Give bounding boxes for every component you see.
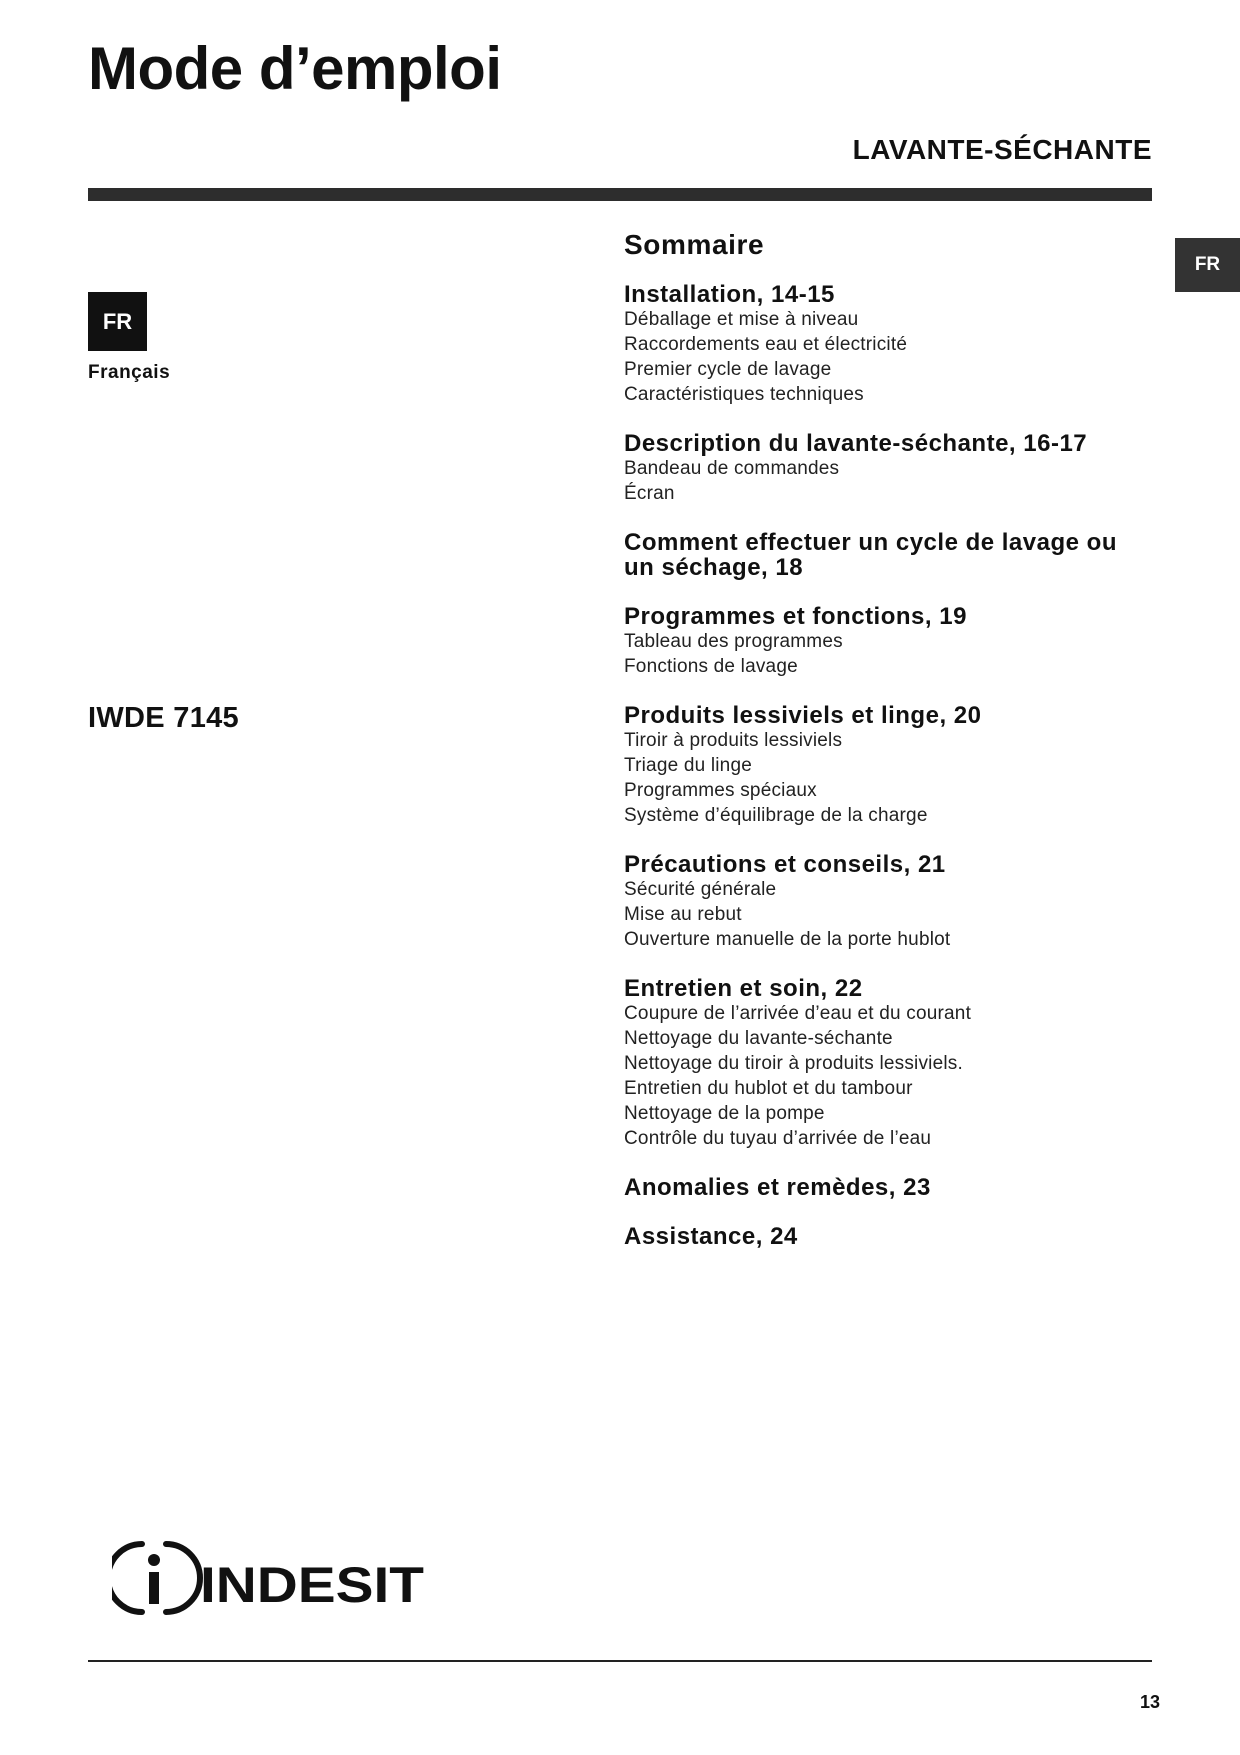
toc-item: Écran — [624, 483, 675, 504]
toc-sections — [624, 282, 1154, 1249]
toc-item: Contrôle du tuyau d’arrivée de l’eau — [624, 1128, 932, 1149]
toc-item: Entretien du hublot et du tambour — [624, 1078, 913, 1099]
toc-section-title: Description du lavante-séchante, 16-17 — [624, 430, 1088, 457]
header-divider — [88, 188, 1152, 201]
toc-section-title: Comment effectuer un cycle de lavage ou un séchage, 18 — [624, 529, 1117, 581]
toc-item: Mise au rebut — [624, 904, 742, 925]
toc-section — [624, 976, 1154, 1151]
language-name: Français — [88, 362, 171, 383]
footer-divider — [88, 1660, 1152, 1662]
toc-section — [624, 431, 1154, 506]
product-type: LAVANTE-SÉCHANTE — [852, 134, 1152, 165]
toc-item: Programmes spéciaux — [624, 780, 817, 801]
language-side-tab: FR — [1175, 238, 1240, 292]
toc-section — [624, 282, 1154, 407]
model-number: IWDE 7145 — [88, 702, 239, 734]
toc-section — [624, 852, 1154, 952]
toc-item: Fonctions de lavage — [624, 656, 798, 677]
toc-item: Système d’équilibrage de la charge — [624, 805, 928, 826]
language-code-badge: FR — [88, 292, 147, 351]
toc-item: Ouverture manuelle de la porte hublot — [624, 929, 951, 950]
logo-wordmark: INDESIT — [200, 1557, 424, 1613]
toc-section — [624, 530, 1154, 580]
toc-item: Nettoyage du tiroir à produits lessiviels. — [624, 1053, 963, 1074]
document-title: Mode d’emploi — [88, 35, 502, 102]
toc-section-title: Programmes et fonctions, 19 — [624, 603, 967, 630]
toc-section-title: Anomalies et remèdes, 23 — [624, 1174, 931, 1201]
toc-item: Nettoyage de la pompe — [624, 1103, 825, 1124]
indesit-i-logo-icon — [112, 1544, 200, 1612]
toc-item: Sécurité générale — [624, 879, 777, 900]
toc-section-title: Produits lessiviels et linge, 20 — [624, 702, 982, 729]
toc-section — [624, 1175, 1154, 1200]
toc-section-title: Précautions et conseils, 21 — [624, 851, 946, 878]
toc-section-title: Installation, 14-15 — [624, 281, 835, 308]
toc-item: Tiroir à produits lessiviels — [624, 730, 843, 751]
toc-section-title: Entretien et soin, 22 — [624, 975, 863, 1002]
toc-item: Bandeau de commandes — [624, 458, 840, 479]
toc-item: Nettoyage du lavante-séchante — [624, 1028, 893, 1049]
toc-item: Raccordements eau et électricité — [624, 334, 908, 355]
toc-item: Triage du linge — [624, 755, 752, 776]
toc-section — [624, 1224, 1154, 1249]
toc-item: Coupure de l’arrivée d’eau et du courant — [624, 1003, 972, 1024]
toc-heading: Sommaire — [624, 229, 765, 260]
toc-section — [624, 703, 1154, 828]
toc-item: Premier cycle de lavage — [624, 359, 832, 380]
indesit-logo — [112, 1536, 432, 1620]
toc-item: Tableau des programmes — [624, 631, 843, 652]
toc-section-title: Assistance, 24 — [624, 1223, 798, 1250]
page-number: 13 — [1139, 1692, 1160, 1712]
table-of-contents — [624, 228, 1154, 1273]
toc-section — [624, 604, 1154, 679]
toc-item: Déballage et mise à niveau — [624, 309, 859, 330]
toc-item: Caractéristiques techniques — [624, 384, 864, 405]
